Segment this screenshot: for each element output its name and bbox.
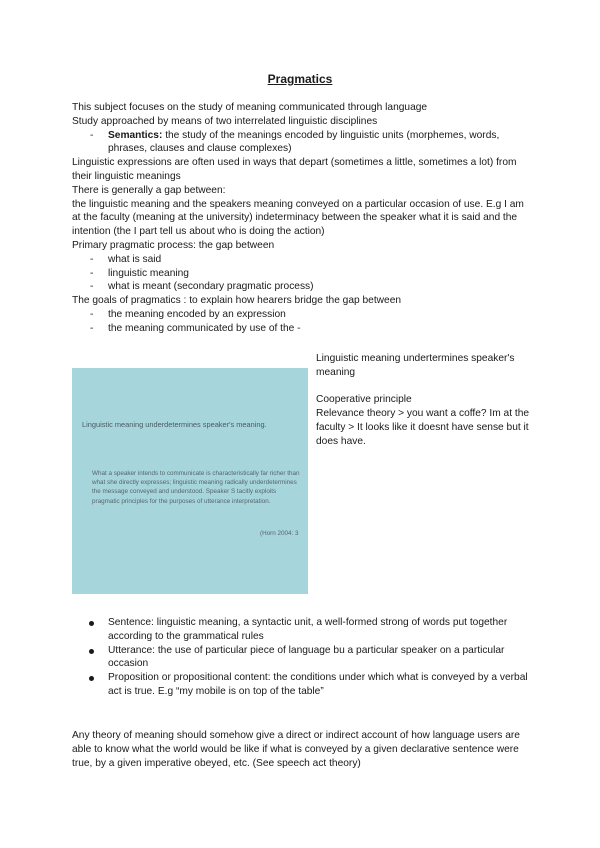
- definitions-list: [72, 616, 534, 699]
- slide-citation: (Horn 2004: 3: [260, 530, 299, 537]
- paragraph: There is generally a gap between:: [72, 184, 226, 196]
- term-label: Semantics:: [108, 129, 163, 141]
- list-item: - linguistic meaning: [72, 267, 532, 281]
- page-title: Pragmatics: [267, 72, 333, 86]
- list-item-text: Sentence: linguistic meaning, a syntactic unit, a well-formed strong of words put together according to the grammatical rules: [108, 617, 508, 642]
- list-item: [72, 129, 532, 157]
- paragraph: Study approached by means of two interrelated linguistic disciplines: [72, 115, 378, 127]
- spacer: [316, 380, 536, 394]
- list-item: - what is meant (secondary pragmatic process): [72, 280, 532, 294]
- side-note: Relevance theory > you want a coffe? Im at the faculty > It looks like it doesnt have sense but it does have.: [316, 408, 530, 447]
- side-note: Cooperative principle: [316, 394, 412, 406]
- paragraph: the linguistic meaning and the speakers meaning conveyed on a particular occasion of use. E.g I am at the faculty (meaning at the university) indeterminacy between the speaker what it is said and the intention (the I part tell us about who is doing the action): [72, 198, 524, 238]
- main-text: [72, 101, 532, 336]
- bullet-icon: [89, 621, 94, 626]
- list-item: - the meaning encoded by an expression: [72, 308, 532, 322]
- list-item: [72, 644, 534, 672]
- list-item: [72, 616, 534, 644]
- paragraph: The goals of pragmatics : to explain how hearers bridge the gap between: [72, 295, 402, 307]
- side-note: Linguistic meaning undertermines speaker's meaning: [316, 353, 515, 378]
- discipline-list: [72, 129, 532, 157]
- list-item-text: Proposition or propositional content: the conditions under which what is conveyed by a verbal act is true. E.g “my mobile is on top of the table”: [108, 672, 528, 697]
- list-item: - the meaning communicated by use of the -: [72, 322, 532, 336]
- term-definition: the study of the meanings encoded by linguistic units (morphemes, words, phrases, clauses and clause complexes): [108, 129, 500, 155]
- side-notes: [316, 352, 536, 449]
- bullet-icon: [89, 676, 94, 681]
- goals-list: [72, 308, 532, 336]
- paragraph: Primary pragmatic process: the gap between: [72, 239, 275, 251]
- slide-heading: Linguistic meaning underdetermines speaker's meaning.: [82, 420, 267, 429]
- paragraph: This subject focuses on the study of meaning communicated through language: [72, 102, 428, 113]
- list-item: [72, 671, 534, 699]
- list-item-text: Utterance: the use of particular piece of language bu a particular speaker on a particular occasion: [108, 644, 505, 670]
- paragraph: Linguistic expressions are often used in ways that depart (sometimes a little, sometimes a lot) from their linguistic meanings: [72, 157, 517, 182]
- list-item: - what is said: [72, 253, 532, 267]
- primary-process-list: [72, 253, 532, 294]
- slide-body: What a speaker intends to communicate is characteristically far richer than what she directly expresses; linguistic meaning radically underdetermines the message conveyed and understood. Speaker S tacitly exploits pragmatic principles for the purposes of utterance interpretation.: [92, 470, 300, 505]
- slide-photo: [72, 368, 308, 594]
- bullet-icon: [89, 649, 94, 654]
- closing-paragraph: Any theory of meaning should somehow give a direct or indirect account of how language users are able to know what the world would be like if what is conveyed by a given declarative sentence were true, by a given imperative obeyed, etc. (See speech act theory): [72, 730, 520, 769]
